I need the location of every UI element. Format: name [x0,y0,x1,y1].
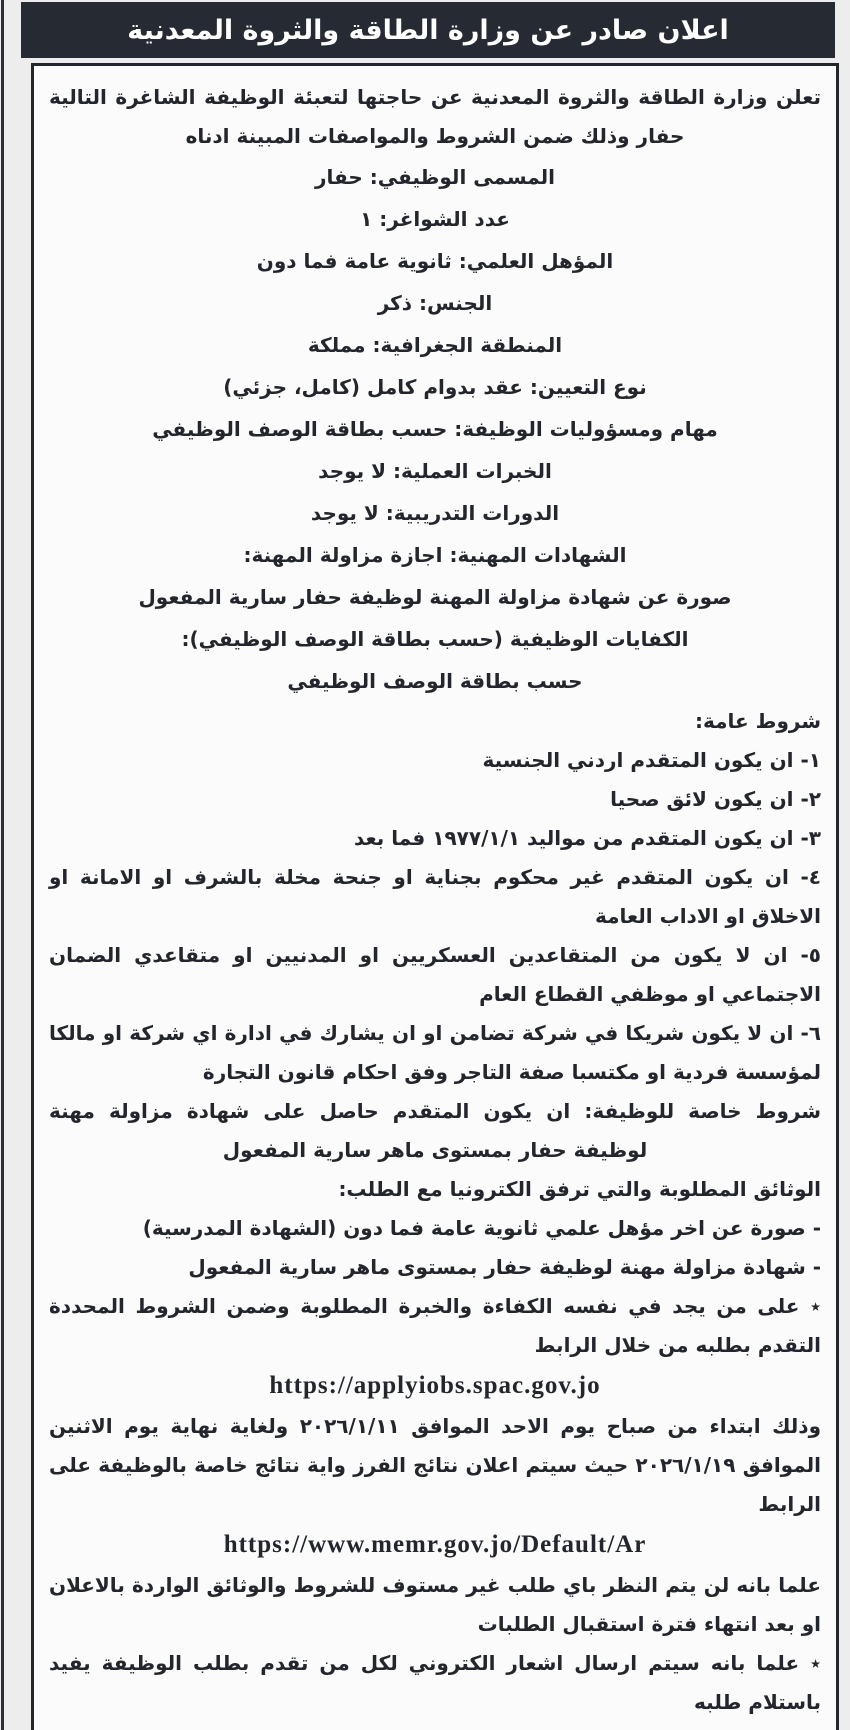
detail-duties: مهام ومسؤوليات الوظيفة: حسب بطاقة الوصف الوظيفي [152,417,718,441]
results-url: https://www.memr.gov.jo/Default/Ar [223,1531,647,1558]
general-conditions-heading: شروط عامة: [695,709,821,733]
detail-appointment-type: نوع التعيين: عقد بدوام كامل (كامل، جزئي) [223,375,647,399]
general-condition-item: ٥- ان لا يكون من المتقاعدين العسكريين او المدنيين او متقاعدي الضمان الاجتماعي او موظفي القطاع العام [49,943,821,1006]
column-divider-rule [1,0,4,1730]
footer-note: ٭ علما بانه سيتم ارسال اشعار الكتروني لكل من تقدم بطلب الوظيفة يفيد باستلام طلبه [49,1651,821,1714]
documents-list [49,1209,821,1287]
documents-heading: الوثائق المطلوبة والتي ترفق الكترونيا مع الطلب: [338,1177,821,1201]
detail-professional-certs: الشهادات المهنية: اجازة مزاولة المهنة: [243,543,627,567]
detail-qualification: المؤهل العلمي: ثانوية عامة فما دون [256,249,614,273]
ad-banner-title: اعلان صادر عن وزارة الطاقة والثروة المعدنية [127,14,729,46]
general-conditions-list [49,741,821,1092]
general-condition-item: ٤- ان يكون المتقدم غير محكوم بجناية او جنحة مخلة بالشرف او الامانة او الاخلاق او الاداب العامة [49,865,821,928]
general-condition-item: ٦- ان لا يكون شريكا في شركة تضامن او ان يشارك في ادارة اي شركة او مالكا لمؤسسة فردية او مكتسبا صفة التاجر وفق احكام قانون التجارة [49,1021,821,1084]
job-details-block [49,156,821,702]
special-conditions: شروط خاصة للوظيفة: ان يكون المتقدم حاصل على شهادة مزاولة مهنة لوظيفة حفار بمستوى ماهر سارية المفعول [49,1099,821,1162]
ad-banner [21,2,835,58]
intro-paragraph: تعلن وزارة الطاقة والثروة المعدنية عن حاجتها لتعبئة الوظيفة الشاغرة التالية حفار وذلك ضمن الشروط والمواصفات المبينة ادناه [49,85,821,148]
footer-note: علما بانه لن يتم النظر باي طلب غير مستوف للشروط والوثائق الواردة بالاعلان او بعد انتهاء فترة استقبال الطلبات [49,1573,821,1636]
document-item: - صورة عن اخر مؤهل علمي ثانوية عامة فما دون (الشهادة المدرسية) [142,1216,821,1240]
detail-gender: الجنس: ذكر [377,291,493,315]
detail-license-copy: صورة عن شهادة مزاولة المهنة لوظيفة حفار سارية المفعول [138,585,732,609]
document-item: - شهادة مزاولة مهنة لوظيفة حفار بمستوى ماهر سارية المفعول [188,1255,821,1279]
detail-experience: الخبرات العملية: لا يوجد [318,459,552,483]
detail-vacancies: عدد الشواغر: ١ [360,207,510,231]
general-condition-item: ١- ان يكون المتقدم اردني الجنسية [482,748,821,772]
detail-competencies: الكفايات الوظيفية (حسب بطاقة الوصف الوظيفي): [181,627,689,651]
detail-competencies-value: حسب بطاقة الوصف الوظيفي [287,669,583,693]
apply-url: https://applyiobs.spac.gov.jo [269,1372,601,1399]
general-condition-item: ٣- ان يكون المتقدم من مواليد ١٩٧٧/١/١ فما بعد [353,826,821,850]
general-condition-item: ٢- ان يكون لائق صحيا [610,787,821,811]
apply-note: ٭ على من يجد في نفسه الكفاءة والخبرة المطلوبة وضمن الشروط المحددة التقدم بطلبه من خلال الرابط [49,1294,821,1357]
ad-body [31,63,839,1730]
detail-training: الدورات التدريبية: لا يوجد [310,501,560,525]
dates-note: وذلك ابتداء من صباح يوم الاحد الموافق ٢٠٢٦/١/١١ ولغاية نهاية يوم الاثنين الموافق ٢٠٢٦/١/١٩ حيث سيتم اعلان نتائج الفرز واية نتائج خاصة بالوظيفة على الرابط [49,1414,821,1516]
detail-region: المنطقة الجغرافية: مملكة [307,333,563,357]
detail-job-title: المسمى الوظيفي: حفار [314,165,556,189]
